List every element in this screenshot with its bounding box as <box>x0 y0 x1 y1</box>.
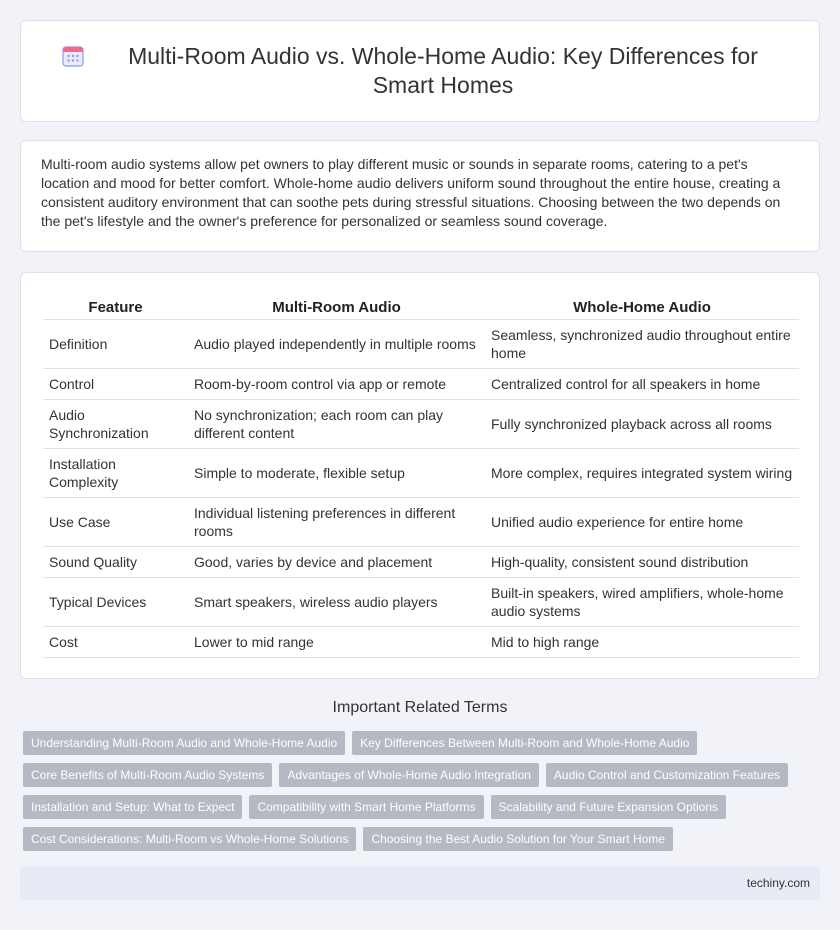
related-term-tag[interactable]: Scalability and Future Expansion Options <box>491 795 726 819</box>
table-row <box>43 497 799 546</box>
cell-whole-home: Seamless, synchronized audio throughout entire home <box>485 319 799 368</box>
cell-whole-home: Fully synchronized playback across all rooms <box>485 399 799 448</box>
table-header-row <box>43 297 799 319</box>
calendar-grid-icon <box>61 44 85 68</box>
title-wrap <box>21 21 819 121</box>
related-term-tag[interactable]: Installation and Setup: What to Expect <box>23 795 242 819</box>
comparison-card <box>20 272 820 679</box>
tag-row <box>23 731 823 755</box>
tag-row <box>23 827 823 851</box>
cell-multi-room: Smart speakers, wireless audio players <box>188 577 485 626</box>
table-row <box>43 368 799 399</box>
table-row <box>43 448 799 497</box>
related-term-tag[interactable]: Choosing the Best Audio Solution for Your Smart Home <box>363 827 673 851</box>
table-row <box>43 626 799 657</box>
cell-feature: Audio Synchronization <box>43 399 188 448</box>
cell-feature: Use Case <box>43 497 188 546</box>
tag-row <box>23 763 823 787</box>
cell-whole-home: Centralized control for all speakers in home <box>485 368 799 399</box>
cell-whole-home: Mid to high range <box>485 626 799 657</box>
page-title: Multi-Room Audio vs. Whole-Home Audio: Key Differences for Smart Homes <box>128 43 758 98</box>
header-card <box>20 20 820 122</box>
cell-multi-room: Good, varies by device and placement <box>188 546 485 577</box>
intro-card <box>20 140 820 252</box>
related-term-tag[interactable]: Key Differences Between Multi-Room and Whole-Home Audio <box>352 731 697 755</box>
table-row <box>43 577 799 626</box>
comparison-table <box>43 297 799 658</box>
header-whole-home: Whole-Home Audio <box>485 297 799 319</box>
cell-feature: Control <box>43 368 188 399</box>
related-term-tag[interactable]: Core Benefits of Multi-Room Audio Systems <box>23 763 272 787</box>
cell-feature: Cost <box>43 626 188 657</box>
cell-feature: Typical Devices <box>43 577 188 626</box>
header-multi-room: Multi-Room Audio <box>188 297 485 319</box>
related-term-tag[interactable]: Audio Control and Customization Features <box>546 763 788 787</box>
cell-multi-room: Lower to mid range <box>188 626 485 657</box>
table-row <box>43 319 799 368</box>
cell-whole-home: High-quality, consistent sound distribution <box>485 546 799 577</box>
header-feature: Feature <box>43 297 188 319</box>
related-terms-title: Important Related Terms <box>332 699 508 716</box>
related-term-tag[interactable]: Advantages of Whole-Home Audio Integration <box>279 763 538 787</box>
cell-multi-room: Individual listening preferences in different rooms <box>188 497 485 546</box>
related-term-tag[interactable]: Compatibility with Smart Home Platforms <box>249 795 483 819</box>
related-terms-list <box>23 731 823 859</box>
cell-whole-home: Unified audio experience for entire home <box>485 497 799 546</box>
related-term-tag[interactable]: Cost Considerations: Multi-Room vs Whole-Home Solutions <box>23 827 356 851</box>
tag-row <box>23 795 823 819</box>
cell-whole-home: Built-in speakers, wired amplifiers, whole-home audio systems <box>485 577 799 626</box>
footer-site-link[interactable]: techiny.com <box>746 876 810 890</box>
cell-multi-room: Audio played independently in multiple rooms <box>188 319 485 368</box>
footer <box>20 866 820 900</box>
cell-whole-home: More complex, requires integrated system wiring <box>485 448 799 497</box>
cell-multi-room: Room-by-room control via app or remote <box>188 368 485 399</box>
cell-feature: Definition <box>43 319 188 368</box>
cell-feature: Installation Complexity <box>43 448 188 497</box>
related-term-tag[interactable]: Understanding Multi-Room Audio and Whole-Home Audio <box>23 731 345 755</box>
intro-paragraph: Multi-room audio systems allow pet owners to play different music or sounds in separate rooms, catering to a pet's location and mood for better comfort. Whole-home audio delivers uniform sound throughout the entire house, creating a consistent auditory environment that can soothe pets during stressful situations. Choosing between the two depends on the pet's lifestyle and the owner's preference for personalized or seamless sound coverage. <box>41 156 781 229</box>
table-row <box>43 399 799 448</box>
table-row <box>43 546 799 577</box>
cell-feature: Sound Quality <box>43 546 188 577</box>
cell-multi-room: No synchronization; each room can play different content <box>188 399 485 448</box>
cell-multi-room: Simple to moderate, flexible setup <box>188 448 485 497</box>
